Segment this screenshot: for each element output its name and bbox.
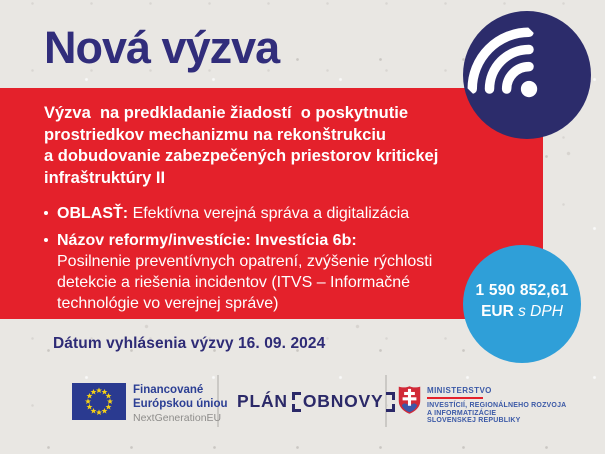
bullet-oblast (44, 203, 543, 224)
date-line: Dátum vyhlásenia výzvy 16. 09. 2024 (53, 335, 326, 352)
next-generation-eu-label: NextGenerationEU (133, 412, 222, 424)
ministry-line: SLOVENSKEJ REPUBLIKY (427, 417, 521, 424)
eu-flag-icon (72, 383, 126, 420)
ministry-title: MINISTERSTVO (427, 386, 492, 395)
plan-obnovy-logo (237, 391, 395, 412)
call-heading (44, 103, 543, 189)
call-heading-line: infraštruktúry II (44, 168, 166, 187)
bullet-investicia-text (57, 230, 432, 314)
bullet-oblast-value: Efektívna verejná správa a digitalizácia (132, 205, 410, 222)
bullet-oblast-text (57, 203, 409, 224)
amount-currency-line (463, 301, 581, 322)
amount-value: 1 590 852,61 (475, 282, 569, 299)
amount-badge (463, 245, 581, 363)
page-title: Nová výzva (44, 22, 280, 73)
bullet-oblast-label: OBLASŤ: (57, 205, 129, 222)
bullet-investicia-line: detekcie a riešenia incidentov (ITVS – Informačné (57, 274, 411, 291)
bullet-dot-icon (44, 211, 48, 215)
eu-funding-line: Financované (133, 384, 204, 396)
call-heading-line: a dobudovanie zabezpečených priestorov kritickej (44, 147, 439, 165)
ministry-underline (427, 397, 483, 399)
call-heading-line: Výzva na predkladanie žiadostí o poskytnutie (44, 104, 409, 122)
bullet-investicia-label: Názov reformy/investície: Investícia 6b: (57, 232, 357, 249)
amount-suffix: s DPH (518, 303, 563, 320)
plan-word: PLÁN (237, 391, 288, 411)
call-heading-line: prostriedkov mechanizmu na rekonštrukciu (44, 125, 387, 144)
eu-funding-logo (72, 383, 228, 425)
bullet-investicia-line: Posilnenie preventívnych opatrení, zvýšenie rýchlosti (57, 253, 433, 270)
bracket-right-icon (388, 392, 395, 412)
bullet-investicia-line: technológie vo verejnej správe) (57, 295, 279, 312)
eu-funding-line: Európskou úniou (133, 397, 228, 410)
ministry-logo (398, 385, 566, 425)
call-details-panel (0, 88, 543, 319)
wifi-badge (463, 11, 591, 139)
ministry-text (427, 385, 566, 425)
ministry-line: A INFORMATIZÁCIE (427, 409, 497, 417)
obnovy-word: OBNOVY (302, 391, 384, 411)
ministry-line: INVESTÍCIÍ, REGIONÁLNEHO ROZVOJA (427, 402, 567, 409)
bracket-left-icon (292, 392, 299, 412)
slovak-coat-of-arms-icon (398, 385, 421, 415)
bullet-dot-icon (44, 238, 48, 242)
eu-funding-text (133, 383, 228, 425)
amount-currency: EUR (481, 303, 514, 320)
